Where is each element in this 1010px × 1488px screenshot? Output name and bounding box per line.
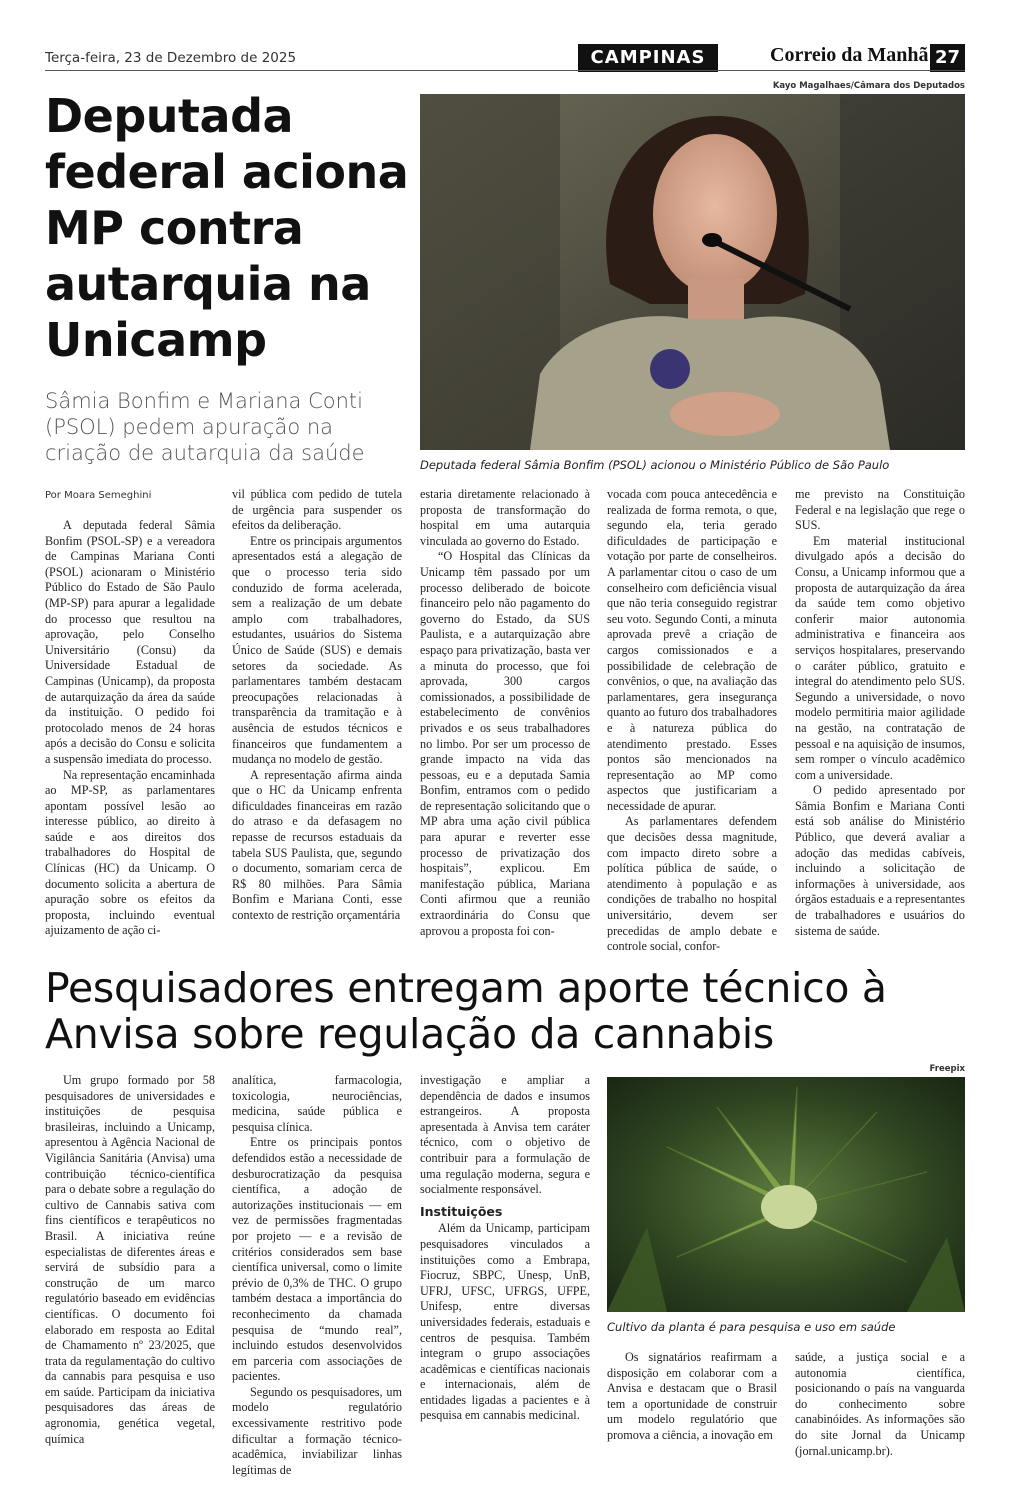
paragraph: Na representação encaminhada ao MP-SP, as parlamentares apontam possível lesão ao interesse público, ao direito à saúde e aos direitos dos trabalhadores do Hospital de Clínicas (HC) da Unicamp. O documento solicita a abertura de apuração sobre os efeitos da proposta, incluindo eventual ajuizamento de ação ci- — [45, 767, 215, 938]
article2-subhead: Instituições — [420, 1203, 503, 1219]
article2-headline: Pesquisadores entregam aporte técnico à Anvisa sobre regulação da cannabis — [45, 964, 887, 1058]
paragraph: Entre os principais pontos defendidos estão a necessidade de desburocratização da pesquisa científica, a adoção de autorizações institucionais — em vez de permissões fragmentadas por projeto — e a revisão de critérios considerados sem base científica universal, como o limite prévio de 0,3% de THC. O grupo também destaca a importância do reconhecimento da chamada pesquisa de “mundo real”, incluindo estudos desenvolvidos em parceria com associações de pacientes. — [232, 1135, 402, 1384]
article1-column-2 — [232, 487, 402, 924]
paragraph: As parlamentares defendem que decisões dessa magnitude, com impacto direto sobre a política pública de saúde, o atendimento à população e as condições de trabalho no hospital universitário, devem ser precedidas de amplo debate e controle social, confor- — [607, 814, 777, 954]
article1-headline: Deputada federal aciona MP contra autarquia na Unicamp — [45, 89, 409, 367]
article1-photo-credit: Kayo Magalhaes/Câmara dos Deputados — [772, 81, 965, 91]
paragraph: A deputada federal Sâmia Bonfim (PSOL-SP) e a vereadora de Campinas Mariana Conti (PSOL) acionaram o Ministério Público do Estado de São Paulo (MP-SP) para apurar a legalidade do processo que resultou na aprovação, pelo Conselho Universitário (Consu) da Universidade Estadual de Campinas (Unicamp), da proposta de autarquização da área da saúde da instituição. O pedido foi protocolado menos de 24 horas após a decisão do Consu e solicita a suspensão imediata do processo. — [45, 518, 215, 766]
paragraph: Um grupo formado por 58 pesquisadores de universidades e instituições de pesquisa brasileiras, incluindo a Unicamp, apresentou à Agência Nacional de Vigilância Sanitária (Anvisa) uma contribuição técnico-científica para o debate sobre a regulação do cultivo de Cannabis sativa com fins científicos e terapêuticos no Brasil. A iniciativa reúne especialistas de diferentes áreas e servirá de subsídio para a construção de um marco regulatório baseado em evidências científicas. O documento foi elaborado em resposta ao Edital de Chamamento nº 23/2025, que trata da regulamentação do cultivo da cannabis para pesquisa e uso em saúde. Participam da iniciativa pesquisadores das áreas de agronomia, genética vegetal, química — [45, 1073, 215, 1446]
article1-caption: Deputada federal Sâmia Bonfim (PSOL) acionou o Ministério Público de São Paulo — [420, 458, 890, 472]
paragraph: “O Hospital das Clínicas da Unicamp têm passado por um processo deliberado de boicote financeiro pelo não pagamento do governo do Estado, da SUS Paulista, e a autarquização abre espaço para privatização, basta ver a minuta do processo, que foi aprovada, 300 cargos comissionados, a possibilidade de estabelecimento de convênios privados e os seus trabalhadores no limbo. Por ser um processo de grande impacto na vida das pessoas, eu e a deputada Samia Bonfim, entramos com o pedido de representação solicitando que o MP abra uma ação civil pública para apurar e reverter esse processo de privatização dos hospitais”, explicou. Em manifestação pública, Mariana Conti afirmou que a reunião extraordinária do Consu que aprovou a proposta foi con- — [420, 549, 590, 938]
paragraph: estaria diretamente relacionado à proposta de transformação do hospital em uma autarquia vinculada ao governo do Estado. — [420, 487, 590, 548]
issue-date: Terça-feira, 23 de Dezembro de 2025 — [45, 50, 297, 66]
page-number: 27 — [930, 44, 965, 72]
article2-photo — [607, 1077, 965, 1312]
article1-column-1 — [45, 518, 215, 939]
paragraph: A representação afirma ainda que o HC da Unicamp enfrenta dificuldades financeiras em razão do atraso e da defasagem no repasse de recursos estaduais da tabela SUS Paulista, que, segundo o documento, somariam cerca de R$ 80 milhões. Para Sâmia Bonfim e Mariana Conti, esse contexto de restrição orçamentária — [232, 767, 402, 923]
paragraph: analítica, farmacologia, toxicologia, neurociências, medicina, saúde pública e pesquisa clínica. — [232, 1073, 402, 1134]
masthead-logo: Correio da Manhã — [770, 44, 929, 66]
paragraph: investigação e ampliar a dependência de dados e insumos estrangeiros. A proposta apresentada à Anvisa tem caráter técnico, com o objetivo de contribuir para a formulação de uma regulação moderna, segura e socialmente responsável. — [420, 1073, 590, 1197]
article2-photo-credit: Freepix — [929, 1064, 965, 1074]
article1-column-4 — [607, 487, 777, 955]
article2-caption: Cultivo da planta é para pesquisa e uso em saúde — [607, 1320, 896, 1334]
article2-column-3 — [420, 1073, 590, 1424]
article1-column-3 — [420, 487, 590, 939]
header-rule — [45, 70, 965, 71]
paragraph: Os signatários reafirmam a disposição em colaborar com a Anvisa e destacam que o Brasil tem a oportunidade de construir um modelo regulatório que promova a ciência, a inovação em — [607, 1350, 777, 1442]
article1-photo — [420, 94, 965, 450]
paragraph: vocada com pouca antecedência e realizada de forma remota, o que, segundo ela, teria gerado dificuldades de participação e votação por parte de conselheiros. A parlamentar citou o caso de um conselheiro com deficiência visual que não teria conseguido registrar seu voto. Segundo Conti, a minuta aprovada prevê a criação de cargos comissionados e a possibilidade de celebração de convênios, o que, na avaliação das parlamentares, gera insegurança quanto ao futuro dos trabalhadores e à natureza pública do atendimento prestado. Esses pontos são mencionados na representação ao MP como aspectos que justificariam a necessidade de apurar. — [607, 487, 777, 813]
article2-column-4 — [607, 1350, 777, 1444]
paragraph: saúde, a justiça social e a autonomia científica, posicionando o país na vanguarda do conhecimento sobre canabinóides. As informações são do site Jornal da Unicamp (jornal.unicamp.br). — [795, 1350, 965, 1458]
paragraph: Em material institucional divulgado após a decisão do Consu, a Unicamp informou que a proposta de autarquização da área da saúde tem como objetivo conferir maior autonomia administrativa e financeira aos serviços hospitalares, preservando o caráter público, gratuito e integral do atendimento pelo SUS. Segundo a universidade, o novo modelo permitiria maior agilidade na gestão, na contratação de pessoal e na aquisição de insumos, sem romper o vínculo acadêmico com a universidade. — [795, 533, 965, 782]
paragraph: Entre os principais argumentos apresentados está a alegação de que o processo teria sido conduzido de forma acelerada, sem a realização de um debate amplo com trabalhadores, estudantes, usuários do Sistema Único de Saúde (SUS) e demais setores da sociedade. As parlamentares também destacam preocupações relacionadas à transparência da tramitação e à ausência de estudos técnicos e financeiros que fundamentem a mudança no modelo de gestão. — [232, 533, 402, 767]
paragraph: Além da Unicamp, participam pesquisadores vinculados a instituições como a Embrapa, Fiocruz, SBPC, Unesp, UnB, UFRJ, UFSC, UFRGS, UFPE, Unifesp, entre diversas universidades federais, estaduais e centros de pesquisa. Também integram o grupo associações acadêmicas e científicas nacionais e internacionais, além de entidades ligadas a pacientes e à pesquisa em cannabis medicinal. — [420, 1221, 590, 1423]
paragraph: O pedido apresentado por Sâmia Bonfim e Mariana Conti está sob análise do Ministério Público, que deverá avaliar a adoção das medidas cabíveis, incluindo a solicitação de informações à universidade, aos órgãos estaduais e a representantes de trabalhadores e usuários do sistema de saúde. — [795, 783, 965, 938]
article2-column-2 — [232, 1073, 402, 1478]
deputy-portrait-image — [420, 94, 965, 450]
paragraph: vil pública com pedido de tutela de urgência para suspender os efeitos da deliberação. — [232, 487, 402, 533]
section-label: CAMPINAS — [578, 44, 718, 72]
article2-column-1 — [45, 1073, 215, 1447]
cannabis-plant-image — [607, 1077, 965, 1312]
article1-deck: Sâmia Bonfim e Mariana Conti (PSOL) pedem apuração na criação de autarquia da saúde — [45, 389, 365, 465]
article2-column-5 — [795, 1350, 965, 1459]
paragraph: me previsto na Constituição Federal e na legislação que rege o SUS. — [795, 487, 965, 533]
article1-byline: Por Moara Semeghini — [45, 490, 152, 501]
paragraph: Segundo os pesquisadores, um modelo regulatório excessivamente restritivo pode dificultar a formação técnico-acadêmica, inviabilizar linhas legítimas de — [232, 1384, 402, 1477]
article1-column-5 — [795, 487, 965, 939]
